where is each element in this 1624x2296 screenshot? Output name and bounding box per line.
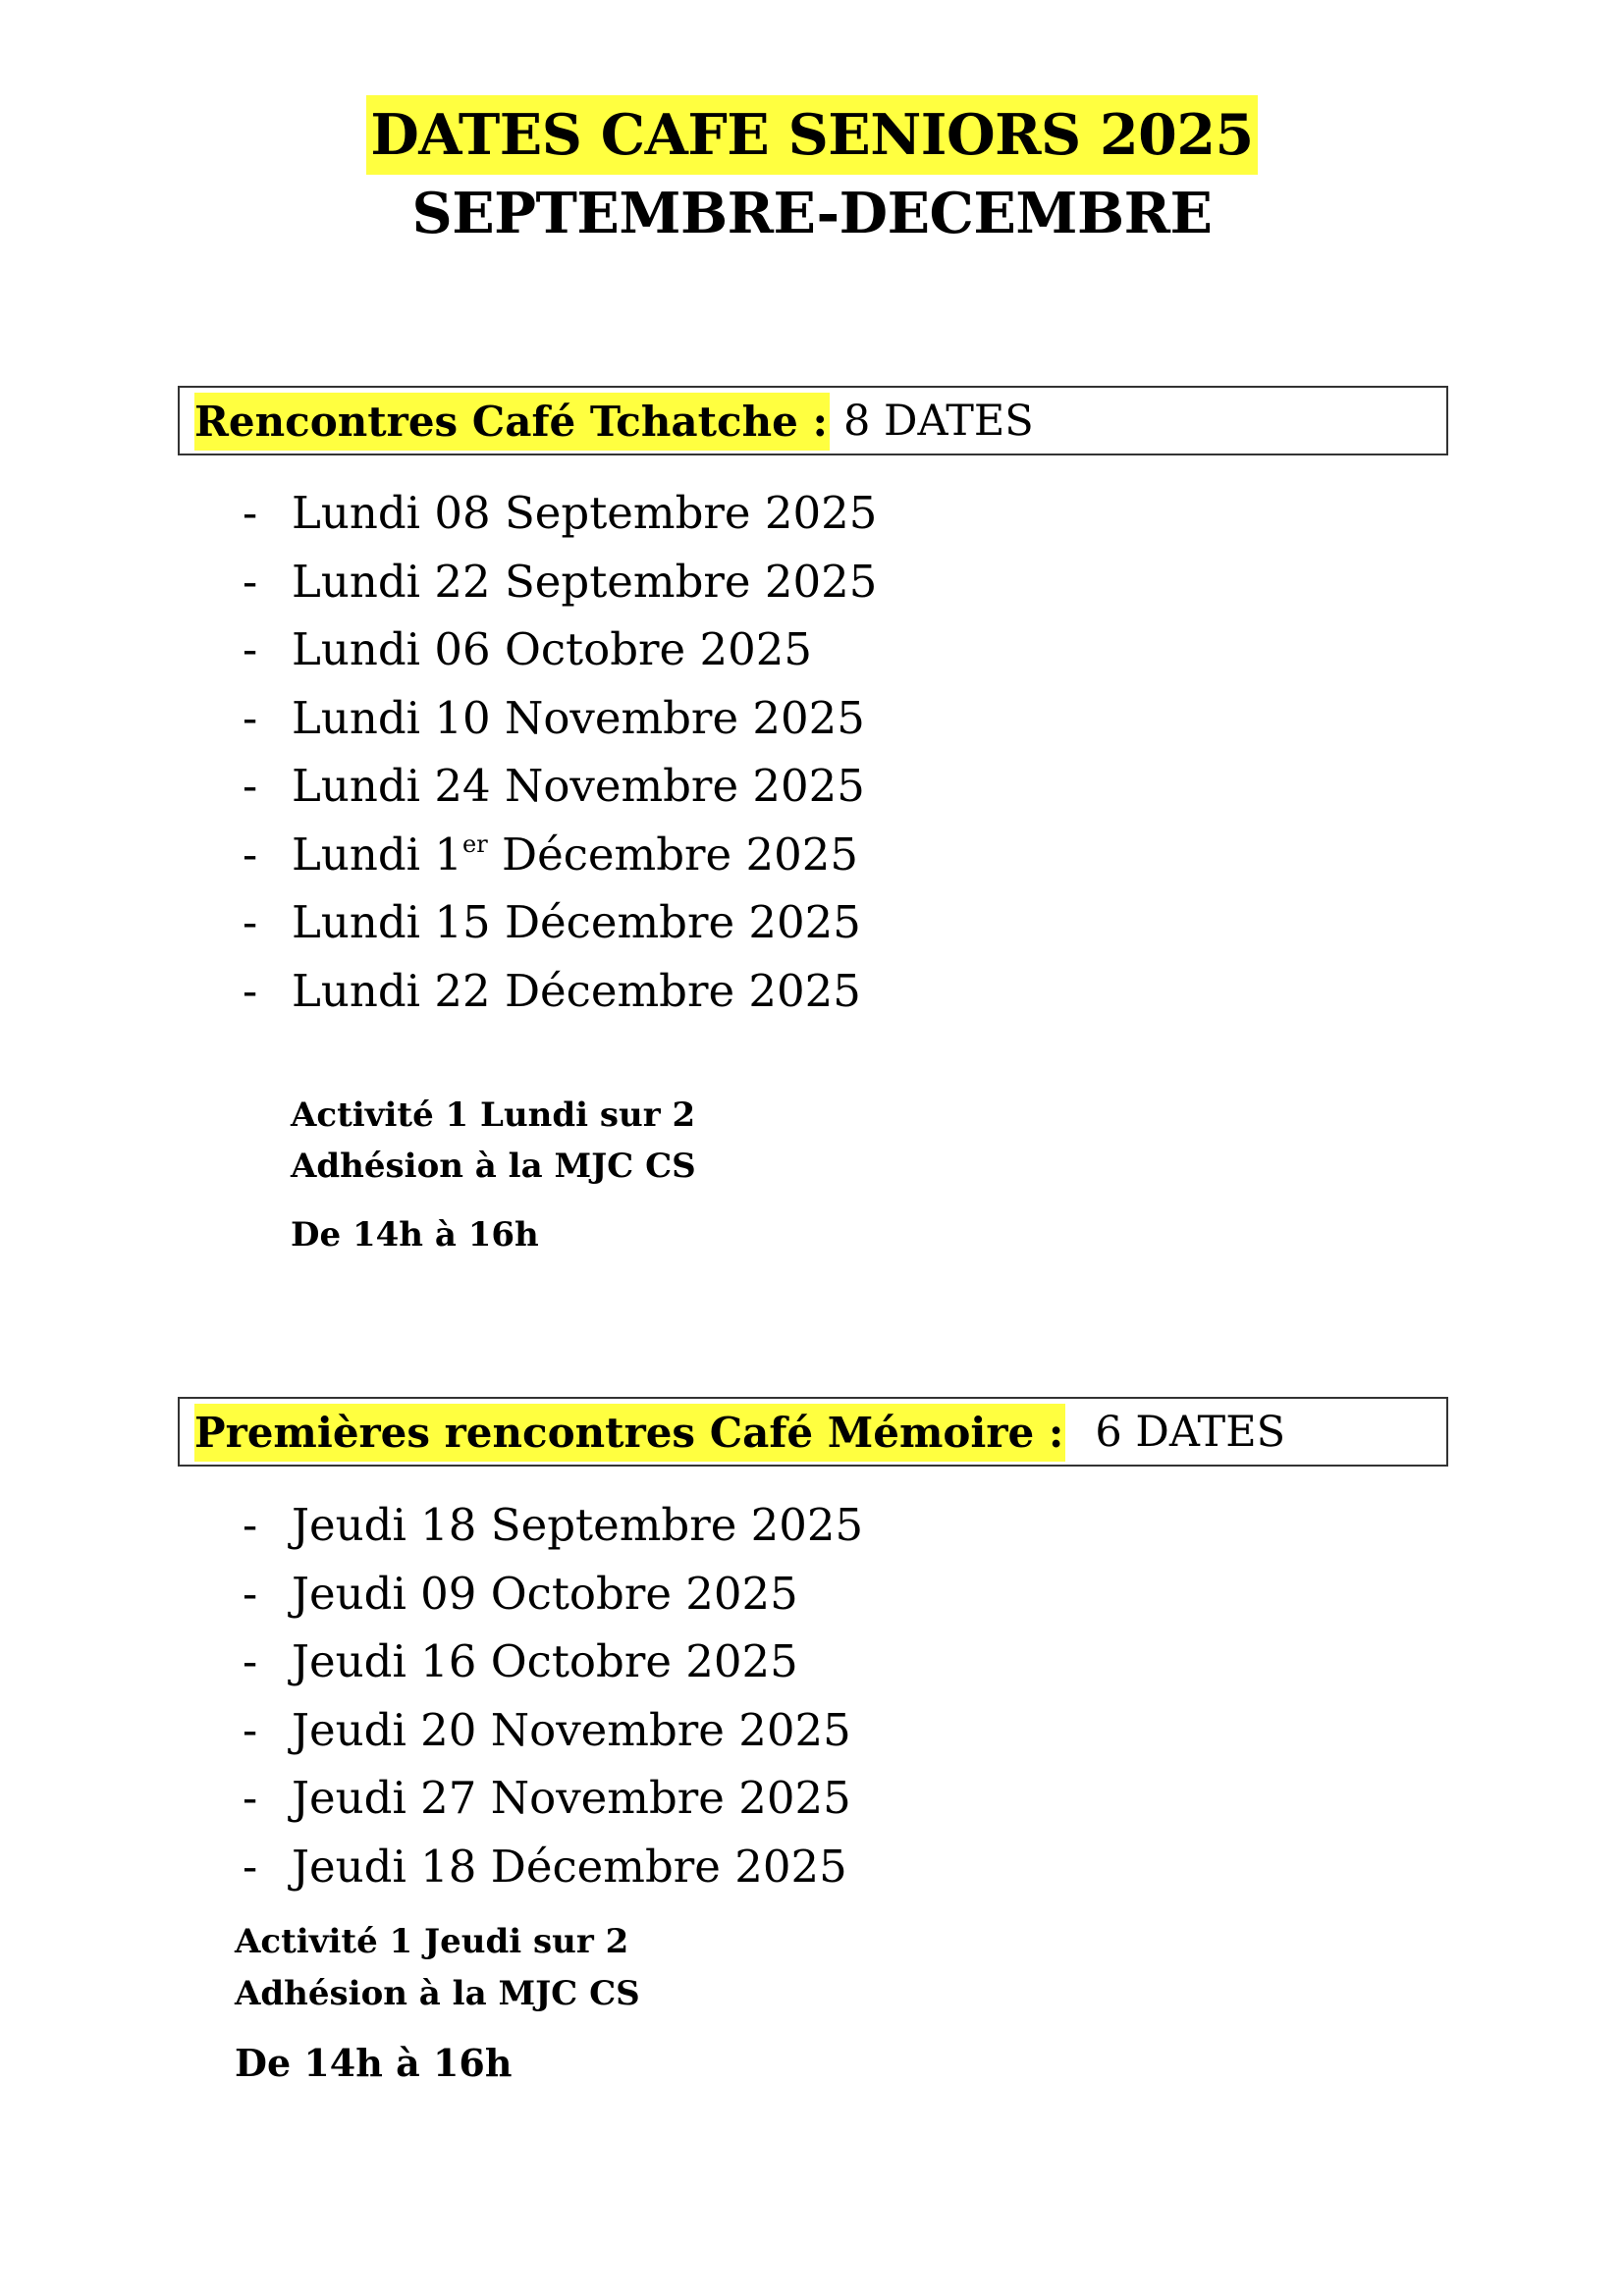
weekday: Lundi xyxy=(292,964,421,1017)
day-number: 18 xyxy=(420,1840,477,1893)
date-text xyxy=(292,684,865,753)
month-year: Septembre 2025 xyxy=(490,1499,864,1551)
title-text: DATES CAFE SENIORS 2025 xyxy=(366,95,1257,175)
month-year: Décembre 2025 xyxy=(502,828,858,881)
notes-tchatche xyxy=(291,1090,696,1260)
page-title xyxy=(0,95,1624,175)
frequency-note: Activité 1 Lundi sur 2 xyxy=(291,1095,696,1135)
month-year: Octobre 2025 xyxy=(490,1635,798,1687)
date-text xyxy=(292,752,865,821)
month-year: Décembre 2025 xyxy=(504,964,861,1017)
bullet-dash: - xyxy=(243,1840,258,1893)
bullet-dash: - xyxy=(243,1772,258,1824)
day-number: 15 xyxy=(434,896,491,948)
weekday: Lundi xyxy=(292,555,421,608)
list-item xyxy=(243,479,877,548)
list-item xyxy=(243,684,877,753)
bullet-dash: - xyxy=(243,487,258,539)
list-item xyxy=(243,888,877,957)
month-year: Décembre 2025 xyxy=(490,1840,847,1893)
date-text xyxy=(292,1628,798,1696)
page-subtitle: SEPTEMBRE-DECEMBRE xyxy=(411,181,1213,246)
day-number: 08 xyxy=(434,487,491,539)
day-number: 06 xyxy=(434,623,491,675)
section-heading: Premières rencontres Café Mémoire : xyxy=(194,1404,1065,1462)
month-year: Novembre 2025 xyxy=(504,760,865,812)
month-year: Octobre 2025 xyxy=(490,1567,798,1620)
date-count: 6 DATES xyxy=(1095,1408,1286,1457)
day-number: 09 xyxy=(420,1567,477,1620)
day-number: 20 xyxy=(420,1703,477,1756)
month-year: Novembre 2025 xyxy=(490,1703,851,1756)
hours-note: De 14h à 16h xyxy=(235,2041,513,2085)
date-text xyxy=(292,1764,851,1833)
day-number: 22 xyxy=(434,964,491,1017)
date-text xyxy=(292,548,877,616)
bullet-dash: - xyxy=(243,828,258,881)
bullet-dash: - xyxy=(243,1635,258,1687)
day-number: 27 xyxy=(420,1772,477,1824)
month-year: Novembre 2025 xyxy=(504,691,865,744)
weekday: Jeudi xyxy=(292,1635,406,1687)
weekday: Lundi xyxy=(292,691,421,744)
date-list-memoire xyxy=(243,1491,863,1900)
date-text xyxy=(292,479,877,548)
date-count: 8 DATES xyxy=(842,397,1034,446)
list-item xyxy=(243,1628,863,1696)
month-year: Novembre 2025 xyxy=(490,1772,851,1824)
date-list-tchatche xyxy=(243,479,877,1025)
bullet-dash: - xyxy=(243,1567,258,1620)
weekday: Jeudi xyxy=(292,1567,406,1620)
day-number: 24 xyxy=(434,760,491,812)
list-item xyxy=(243,1764,863,1833)
weekday: Jeudi xyxy=(292,1703,406,1756)
month-year: Décembre 2025 xyxy=(504,896,861,948)
bullet-dash: - xyxy=(243,623,258,675)
list-item xyxy=(243,1560,863,1629)
list-item xyxy=(243,1696,863,1765)
weekday: Lundi xyxy=(292,828,421,881)
section-heading: Rencontres Café Tchatche : xyxy=(194,393,830,451)
weekday: Lundi xyxy=(292,760,421,812)
list-item xyxy=(243,615,877,684)
weekday: Jeudi xyxy=(292,1499,406,1551)
date-text xyxy=(292,821,858,889)
month-year: Septembre 2025 xyxy=(504,555,878,608)
hours-note: De 14h à 16h xyxy=(291,1215,539,1255)
bullet-dash: - xyxy=(243,760,258,812)
frequency-note: Activité 1 Jeudi sur 2 xyxy=(235,1922,629,1961)
weekday: Jeudi xyxy=(292,1772,406,1824)
notes-memoire xyxy=(235,1916,640,2093)
weekday: Lundi xyxy=(292,487,421,539)
section-heading-box-memoire xyxy=(178,1397,1448,1467)
date-text xyxy=(292,1833,847,1901)
day-number: 22 xyxy=(434,555,491,608)
bullet-dash: - xyxy=(243,964,258,1017)
list-item xyxy=(243,752,877,821)
bullet-dash: - xyxy=(243,896,258,948)
membership-note: Adhésion à la MJC CS xyxy=(291,1147,696,1186)
weekday: Lundi xyxy=(292,896,421,948)
day-number: 1 xyxy=(434,828,462,881)
date-text xyxy=(292,957,861,1026)
weekday: Jeudi xyxy=(292,1840,406,1893)
bullet-dash: - xyxy=(243,1499,258,1551)
month-year: Octobre 2025 xyxy=(504,623,812,675)
day-number: 18 xyxy=(420,1499,477,1551)
day-number: 10 xyxy=(434,691,491,744)
date-text xyxy=(292,1491,863,1560)
membership-note: Adhésion à la MJC CS xyxy=(235,1974,640,2013)
month-year: Septembre 2025 xyxy=(504,487,878,539)
list-item xyxy=(243,1491,863,1560)
day-number: 16 xyxy=(420,1635,477,1687)
list-item xyxy=(243,548,877,616)
weekday: Lundi xyxy=(292,623,421,675)
date-text xyxy=(292,1560,798,1629)
list-item xyxy=(243,821,877,889)
date-text xyxy=(292,615,812,684)
date-text xyxy=(292,888,861,957)
bullet-dash: - xyxy=(243,1703,258,1756)
list-item xyxy=(243,1833,863,1901)
section-heading-box-tchatche xyxy=(178,386,1448,455)
date-text xyxy=(292,1696,851,1765)
ordinal-suffix: er xyxy=(462,829,488,858)
bullet-dash: - xyxy=(243,691,258,744)
list-item xyxy=(243,957,877,1026)
bullet-dash: - xyxy=(243,555,258,608)
